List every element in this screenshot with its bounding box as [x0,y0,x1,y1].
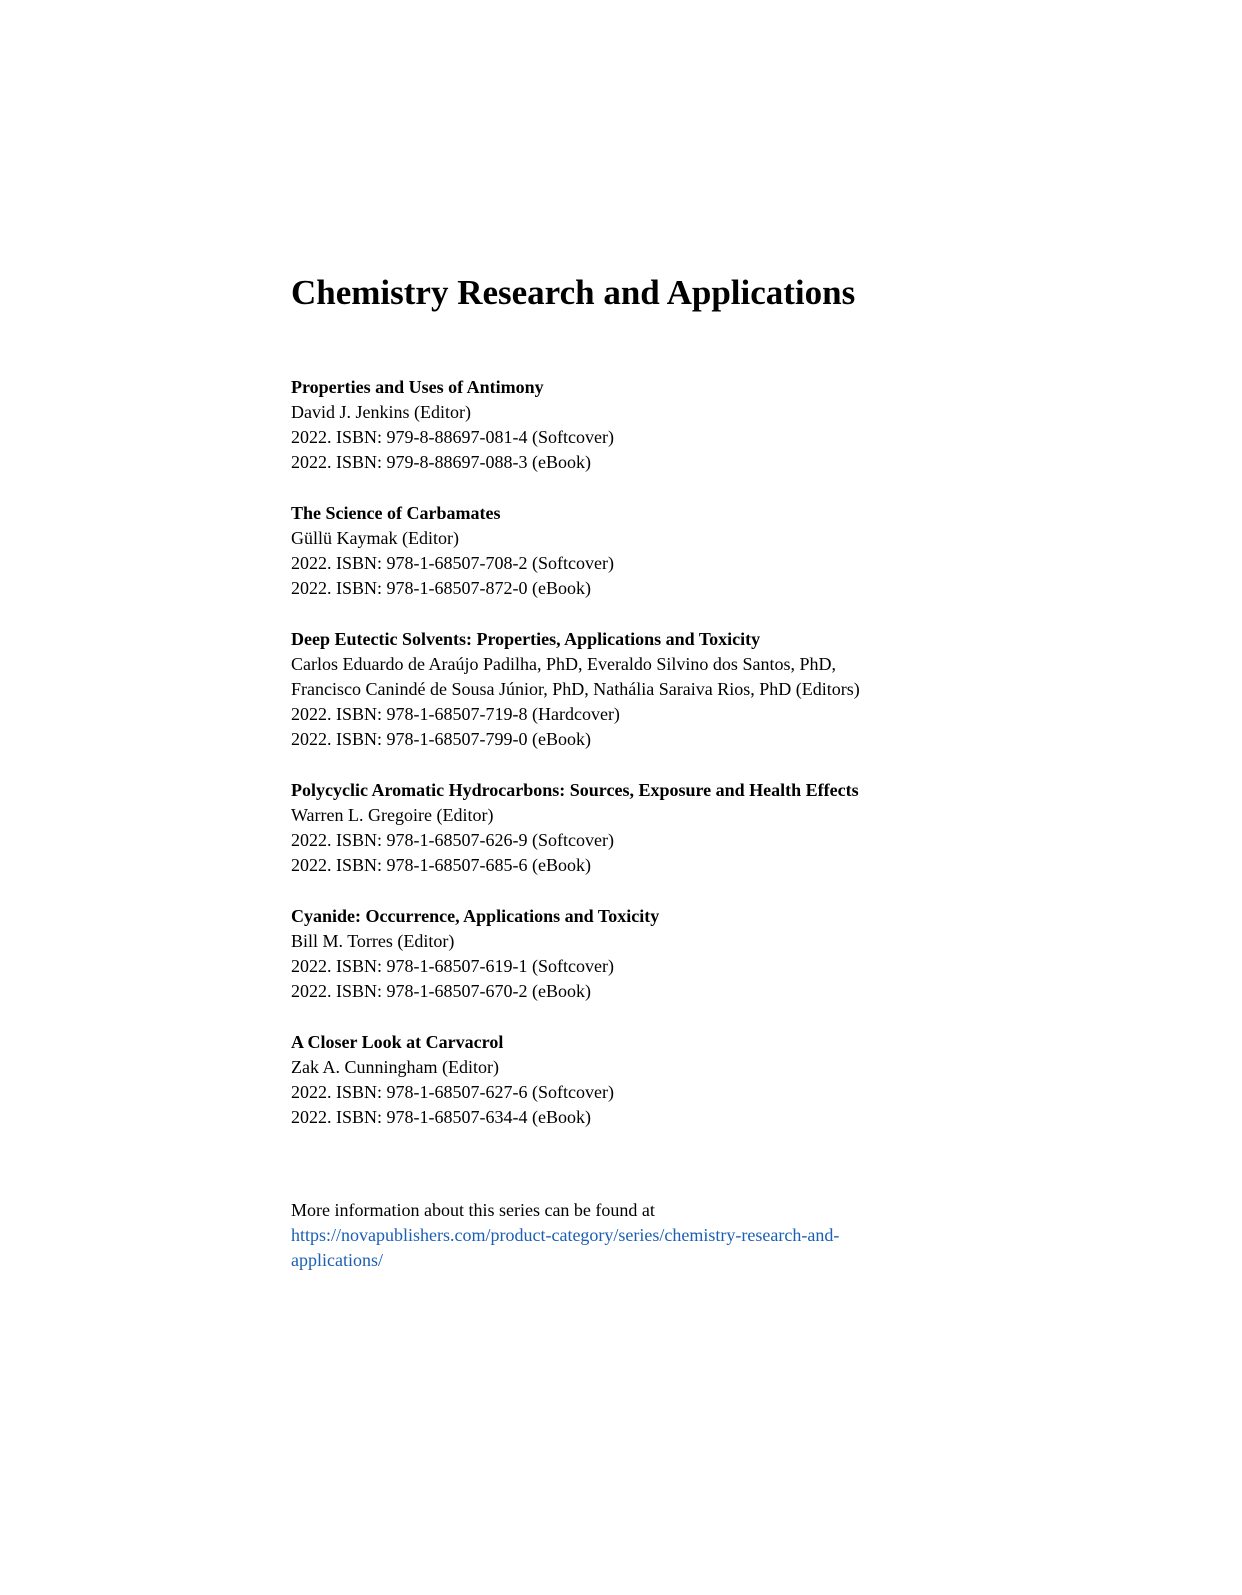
book-isbn: 2022. ISBN: 978-1-68507-619-1 (Softcover) [291,956,614,976]
more-info-text: More information about this series can be found at [291,1200,655,1220]
book-isbn: 2022. ISBN: 978-1-68507-627-6 (Softcover) [291,1082,614,1102]
book-title: Cyanide: Occurrence, Applications and Toxicity [291,906,660,926]
book-isbn: 2022. ISBN: 978-1-68507-872-0 (eBook) [291,578,591,598]
book-title: Polycyclic Aromatic Hydrocarbons: Sources, Exposure and Health Effects [291,780,859,800]
book-isbn: 2022. ISBN: 978-1-68507-719-8 (Hardcover) [291,704,620,724]
book-isbn: 2022. ISBN: 978-1-68507-634-4 (eBook) [291,1107,591,1127]
series-page [291,270,991,1156]
more-info [291,1198,931,1273]
book-author: Francisco Canindé de Sousa Júnior, PhD, Nathália Saraiva Rios, PhD (Editors) [291,679,860,699]
book-title: Deep Eutectic Solvents: Properties, Applications and Toxicity [291,629,761,649]
book-list [291,375,991,1130]
book-isbn: 2022. ISBN: 978-1-68507-799-0 (eBook) [291,729,591,749]
book-title: The Science of Carbamates [291,503,501,523]
book-author: David J. Jenkins (Editor) [291,402,471,422]
book-author: Warren L. Gregoire (Editor) [291,805,494,825]
book-isbn: 2022. ISBN: 979-8-88697-081-4 (Softcover) [291,427,614,447]
series-url-line2: applications/ [291,1250,383,1270]
book-entry [291,1030,991,1130]
book-author: Zak A. Cunningham (Editor) [291,1057,499,1077]
series-url-link[interactable] [291,1223,931,1273]
book-isbn: 2022. ISBN: 978-1-68507-626-9 (Softcover) [291,830,614,850]
book-author: Carlos Eduardo de Araújo Padilha, PhD, Everaldo Silvino dos Santos, PhD, [291,654,836,674]
series-url-line1: https://novapublishers.com/product-category/series/chemistry-research-and- [291,1225,840,1245]
book-entry [291,778,991,878]
book-entry [291,375,991,475]
book-isbn: 2022. ISBN: 979-8-88697-088-3 (eBook) [291,452,591,472]
book-isbn: 2022. ISBN: 978-1-68507-685-6 (eBook) [291,855,591,875]
book-title: A Closer Look at Carvacrol [291,1032,504,1052]
book-title: Properties and Uses of Antimony [291,377,544,397]
book-entry [291,904,991,1004]
book-entry [291,501,991,601]
series-title: Chemistry Research and Applications [291,273,856,312]
book-entry [291,627,991,752]
book-isbn: 2022. ISBN: 978-1-68507-708-2 (Softcover) [291,553,614,573]
book-author: Güllü Kaymak (Editor) [291,528,459,548]
book-isbn: 2022. ISBN: 978-1-68507-670-2 (eBook) [291,981,591,1001]
book-author: Bill M. Torres (Editor) [291,931,455,951]
